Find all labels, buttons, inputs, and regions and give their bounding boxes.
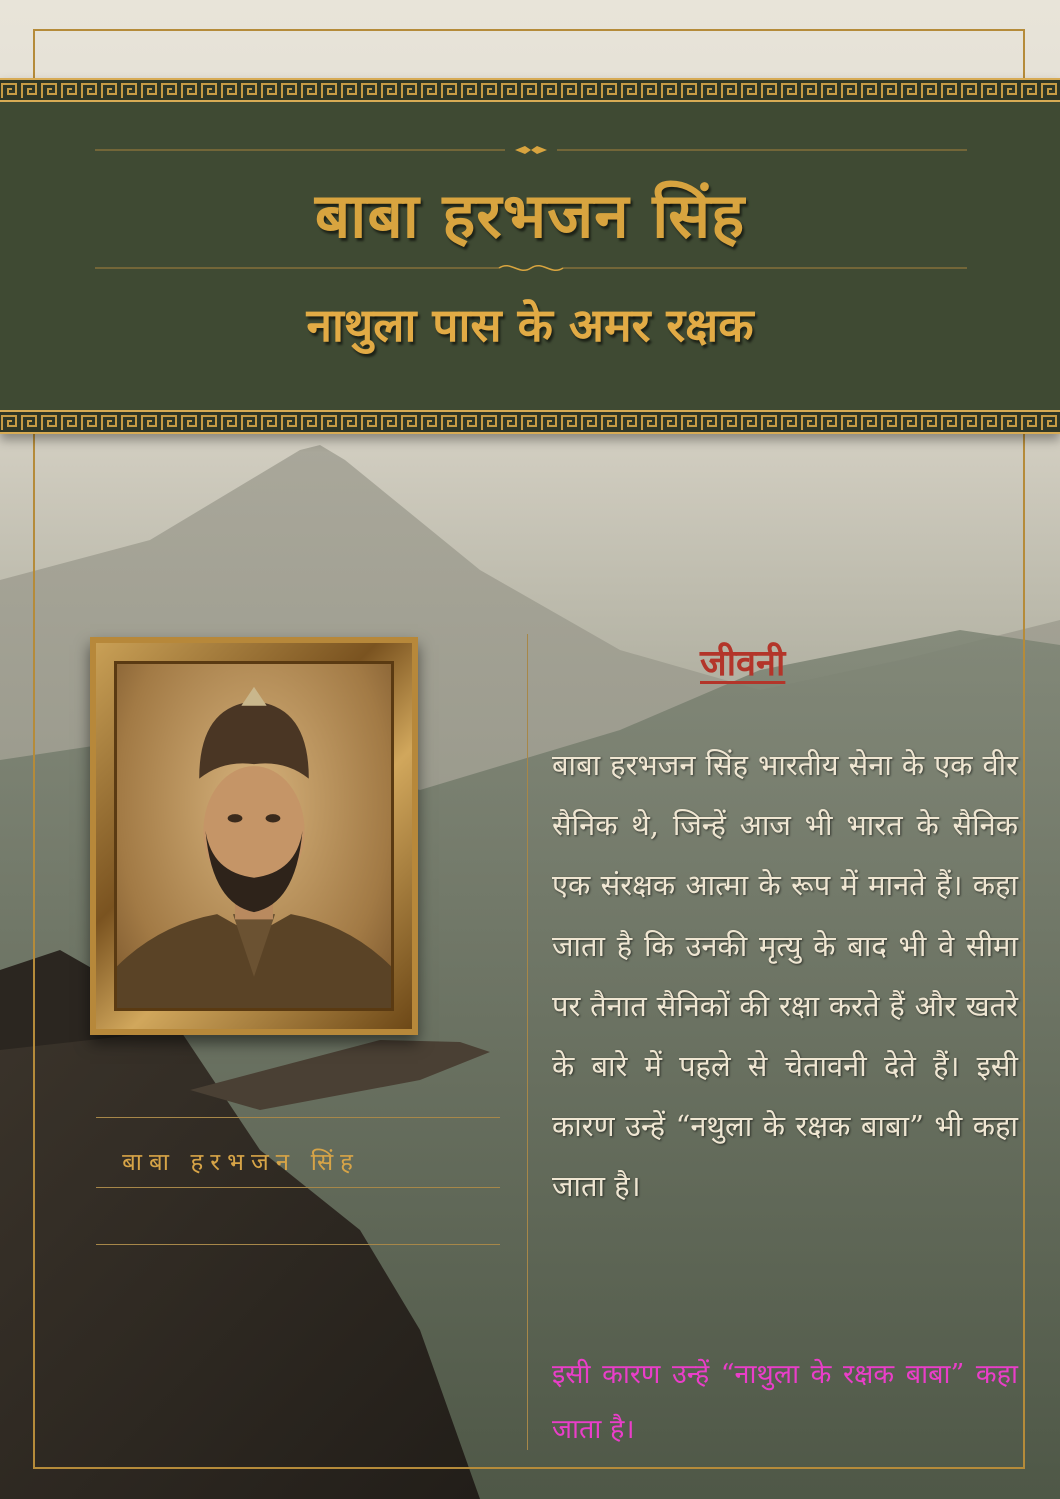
caption-rule-top <box>96 1117 500 1118</box>
ornament-line-top <box>95 140 967 160</box>
title-banner <box>0 78 1060 434</box>
greek-key-border-bottom <box>0 410 1060 434</box>
caption-rule-bottom <box>96 1244 500 1245</box>
biography-heading: जीवनी <box>700 642 786 684</box>
ornament-line-middle <box>95 258 967 278</box>
portrait-frame <box>90 637 418 1035</box>
column-divider <box>527 634 528 1450</box>
portrait-image <box>114 661 394 1011</box>
biography-text: बाबा हरभजन सिंह भारतीय सेना के एक वीर सैनिक थे, जिन्हें आज भी भारत के सैनिक एक संरक्षक आत्मा के रूप में मानते हैं। कहा जाता है कि उनकी मृत्यु के बाद भी वे सीमा पर तैनात सैनिकों की रक्षा करते हैं और खतरे के बारे में पहले से चेतावनी देते हैं। इसी कारण उन्हें “नथुला के रक्षक बाबा” भी कहा जाता है। <box>552 748 1018 1204</box>
greek-key-border-top <box>0 78 1060 102</box>
page-title: बाबा हरभजन सिंह <box>314 179 746 252</box>
page-subtitle: नाथुला पास के अमर रक्षक <box>306 298 754 352</box>
biography-highlight: इसी कारण उन्हें “नाथुला के रक्षक बाबा” कहा जाता है। <box>552 1359 1018 1445</box>
portrait-caption: बाबा हरभजन सिंह <box>122 1148 360 1176</box>
soldier-portrait-illustration <box>117 664 391 1008</box>
caption-rule-middle <box>96 1187 500 1188</box>
